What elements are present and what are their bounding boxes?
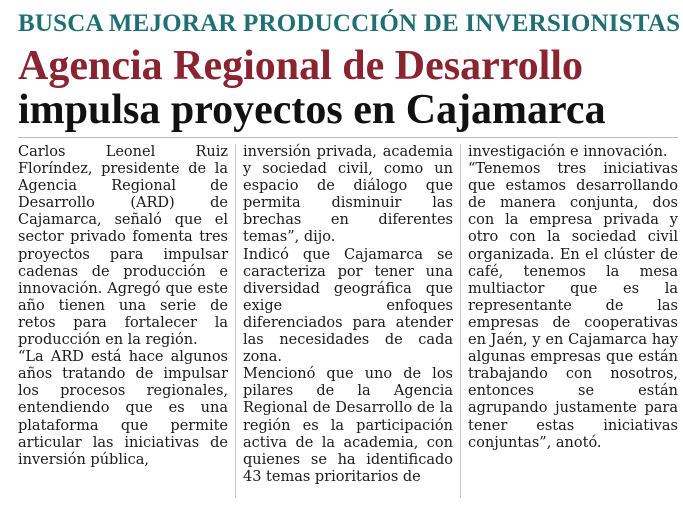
article-kicker: BUSCA MEJORAR PRODUCCIÓN DE INVERSIONISTAS	[18, 10, 681, 37]
headline-divider	[18, 137, 678, 138]
text-column-2	[243, 144, 453, 486]
paragraph: “La ARD está hace algunos años tratando de impulsar los procesos regionales, entendiendo que es una plataforma que permite articular las iniciativas de inversión pública,	[18, 349, 228, 468]
paragraph: Indicó que Cajamarca se caracteriza por tener una diversidad geográfica que exige enfoques diferenciados para atender las necesidades de cada zona.	[243, 246, 453, 366]
headline-line-1: Agencia Regional de Desarrollo	[18, 43, 583, 89]
article-headline	[18, 44, 678, 132]
column-divider	[460, 144, 461, 498]
column-divider	[235, 144, 236, 498]
text-column-1	[18, 144, 228, 469]
paragraph: Mencionó que uno de los pilares de la Agencia Regional de Desarrollo de la región es la participación activa de la academia, con quienes se ha identificado 43 temas prioritarios de	[243, 366, 453, 485]
paragraph: “Tenemos tres iniciativas que estamos desarrollando de manera conjunta, dos con la empresa privada y otro con la sociedad civil organizada. En el clúster de café, tenemos la mesa multiactor que es la representante de las empresas de cooperativas en Jaén, y en Cajamarca hay algunas empresas que están trabajando con nosotros, entonces se están agrupando justamente para tener estas iniciativas conjuntas”, anotó.	[468, 161, 678, 451]
headline-line-2: impulsa proyectos en Cajamarca	[18, 87, 606, 133]
paragraph: Carlos Leonel Ruiz Floríndez, presidente de la Agencia Regional de Desarrollo (ARD) de Cajamarca, señaló que el sector privado fomenta tres proyectos para impulsar cadenas de producción e innovación. Agregó que este año tienen una serie de retos para fortalecer la producción en la región.	[18, 144, 228, 349]
paragraph: inversión privada, academia y sociedad civil, como un espacio de diálogo que permita disminuir las brechas en diferentes temas”, dijo.	[243, 144, 453, 246]
paragraph: investigación e innovación.	[468, 144, 668, 160]
text-column-3	[468, 144, 678, 452]
